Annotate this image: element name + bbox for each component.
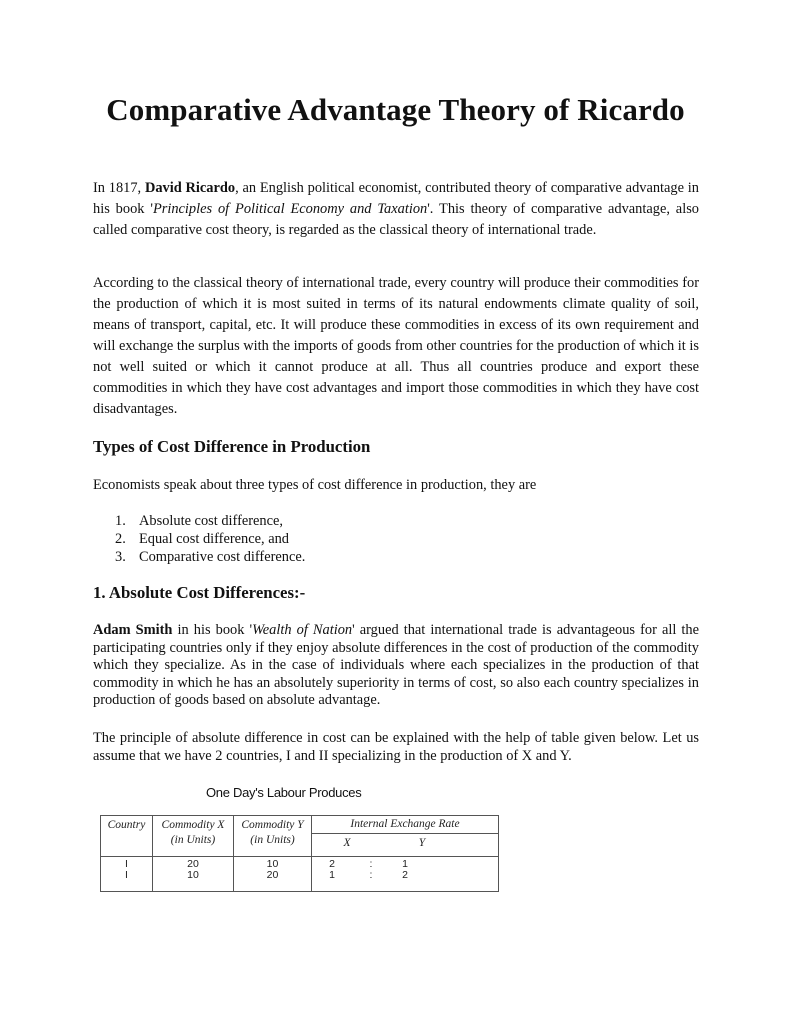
list-number: 1.	[115, 513, 126, 529]
page-title: Comparative Advantage Theory of Ricardo	[106, 92, 685, 127]
header-x: X	[343, 837, 351, 849]
types-list	[93, 512, 305, 566]
types-intro: Economists speak about three types of cost difference in production, they are	[93, 477, 537, 493]
exchange-rate-cell: 2 : 1 1 : 2	[312, 857, 499, 892]
list-item	[93, 512, 305, 530]
header-commodity-y: Commodity Y (in Units)	[234, 816, 312, 857]
table-header-row	[101, 816, 499, 857]
author-name: David Ricardo	[144, 180, 236, 196]
intro-text-1: In 1817,	[93, 180, 145, 196]
table-row	[101, 857, 499, 892]
absolute-cost-heading: 1. Absolute Cost Differences:-	[93, 583, 306, 602]
header-y: Y	[418, 837, 426, 849]
y-units-cell: 10 20	[234, 857, 312, 892]
book-title: Principles of Political Economy and Taxation	[152, 201, 428, 217]
header-country: Country	[101, 816, 153, 857]
labour-table	[100, 815, 499, 892]
intro-paragraph	[93, 178, 699, 241]
smith-name: Adam Smith	[93, 622, 173, 638]
list-number: 2.	[115, 531, 126, 547]
types-heading: Types of Cost Difference in Production	[93, 437, 371, 456]
adam-smith-paragraph	[93, 622, 699, 710]
header-exchange-rate: Internal Exchange Rate X Y	[312, 816, 499, 857]
list-item	[93, 530, 305, 548]
smith-text-1: in his book '	[172, 622, 253, 638]
classical-theory-paragraph: According to the classical theory of international trade, every country will produce their commodities for the production of which it is most suited in terms of its natural endowments climate quality of soil, means of transport, capital, etc. It will produce these commodities in excess of its own requirement and will exchange the surplus with the imports of goods from other countries for the production of which it is not well suited or which it cannot produce at all. Thus all countries produce and export these commodities in which they have cost advantages and import those commodities in which they have cost disadvantages.	[93, 275, 699, 417]
smith-text-2: ' argued that international trade is advantageous for all the participating countries only if they enjoy absolute differences in the cost of production of the commodity which they specialize. As in the case of individuals where each specializes in the production of that commodity in which he has an absolutely superiority in terms of cost, so also each country specializes in production of goods based on absolute advantage.	[93, 622, 699, 708]
header-commodity-x: Commodity X (in Units)	[153, 816, 234, 857]
list-text: Equal cost difference, and	[139, 531, 289, 547]
x-units-cell: 20 10	[153, 857, 234, 892]
list-text: Absolute cost difference,	[139, 513, 283, 529]
country-cell: I I	[101, 857, 153, 892]
smith-book-title: Wealth of Nation	[252, 622, 353, 638]
intro-text-3: '. This theory of comparative advantage, also called comparative cost theory, is regarded as the classical theory of international trade.	[93, 201, 699, 238]
list-item	[93, 548, 305, 566]
table-caption: One Day's Labour Produces	[206, 785, 362, 800]
list-number: 3.	[115, 549, 126, 565]
list-text: Comparative cost difference.	[139, 549, 306, 565]
principle-paragraph: The principle of absolute difference in cost can be explained with the help of table given below. Let us assume that we have 2 countries, I and II specializing in the production of X and Y.	[93, 730, 699, 764]
intro-text-2: , an English political economist, contributed theory of comparative advantage in his book '	[93, 180, 699, 217]
